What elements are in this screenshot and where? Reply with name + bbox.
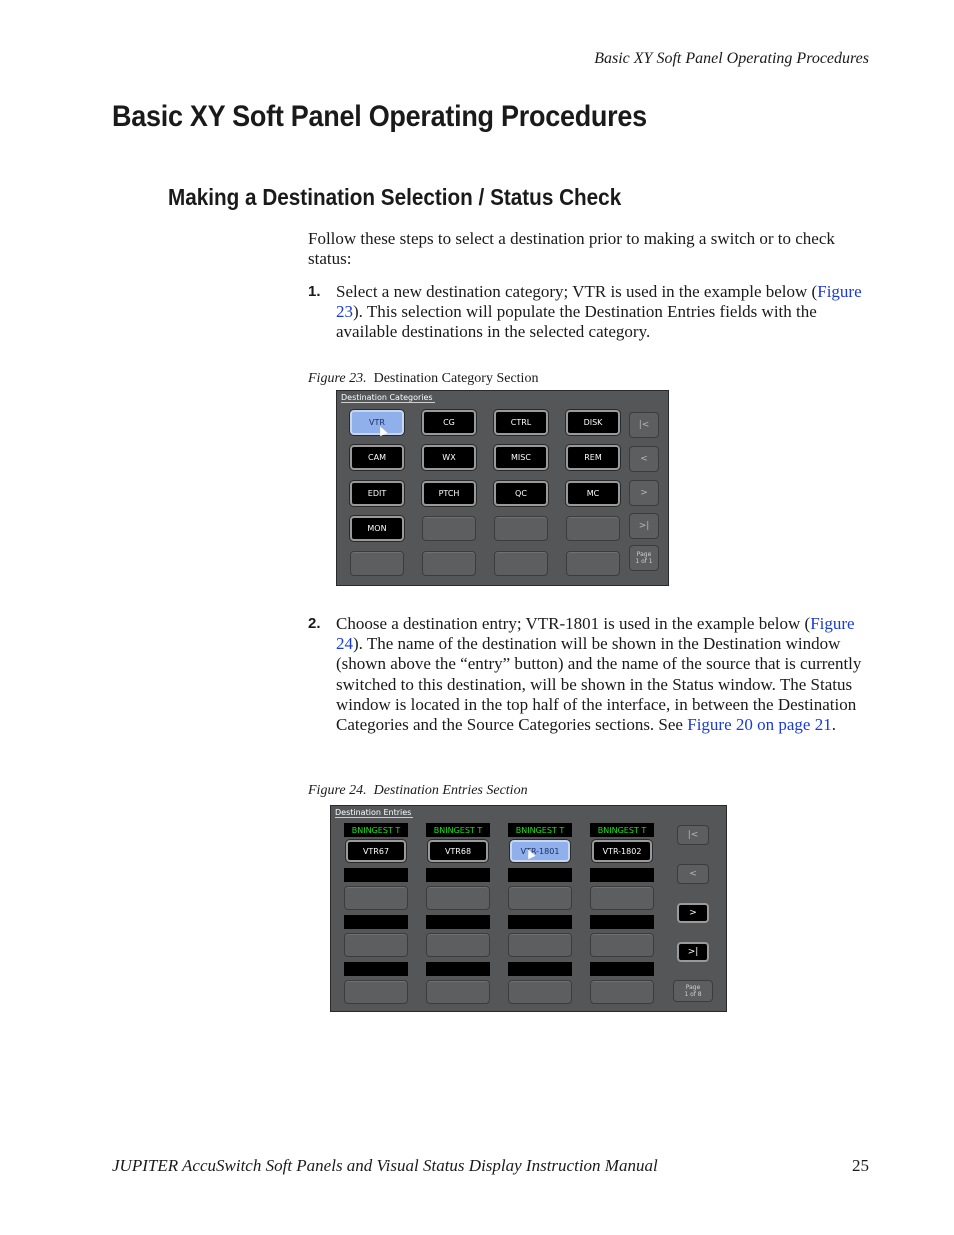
figure-title: Destination Entries Section xyxy=(373,783,528,798)
empty-status-window xyxy=(426,868,490,882)
last-page-button[interactable]: >| xyxy=(677,942,709,962)
empty-status-window xyxy=(426,962,490,976)
step-text-part: . xyxy=(831,715,836,735)
destination-categories-panel xyxy=(336,390,669,586)
page-number: 25 xyxy=(852,1156,869,1175)
empty-status-window xyxy=(344,915,408,929)
category-button[interactable]: PTCH xyxy=(422,481,476,506)
prev-page-button[interactable]: < xyxy=(629,446,659,472)
empty-category-button[interactable] xyxy=(566,551,620,576)
prev-page-button[interactable]: < xyxy=(677,864,709,884)
category-button[interactable]: CAM xyxy=(350,445,404,470)
empty-entry-button[interactable] xyxy=(590,886,654,910)
empty-entry-button[interactable] xyxy=(426,886,490,910)
empty-entry-button[interactable] xyxy=(508,933,572,957)
figure-23-caption xyxy=(308,371,538,387)
empty-entry-button[interactable] xyxy=(590,980,654,1004)
step-number: 1. xyxy=(308,283,321,300)
figure-label: Figure 24. xyxy=(308,783,367,798)
panel-title: Destination Categories xyxy=(341,393,433,402)
destination-status-window: BNINGEST T xyxy=(426,823,490,837)
empty-category-button[interactable] xyxy=(566,516,620,541)
step-text xyxy=(336,614,870,735)
step-text-part: Choose a destination entry; VTR-1801 is used in the example below ( xyxy=(336,614,811,633)
empty-entry-button[interactable] xyxy=(344,980,408,1004)
page-count: 1 of 8 xyxy=(684,991,702,998)
destination-entry-button[interactable]: VTR-1801 xyxy=(510,840,570,862)
empty-status-window xyxy=(344,868,408,882)
figure-label: Figure 23. xyxy=(308,371,367,386)
page-indicator xyxy=(673,980,713,1002)
figure-24-caption xyxy=(308,783,528,799)
section-title: Making a Destination Selection / Status Check xyxy=(168,184,622,210)
empty-status-window xyxy=(590,962,654,976)
page-count: 1 of 1 xyxy=(635,558,653,565)
category-button[interactable]: MC xyxy=(566,481,620,506)
empty-status-window xyxy=(590,915,654,929)
figure-24-link[interactable]: Figure 24 xyxy=(336,614,855,654)
category-button[interactable]: REM xyxy=(566,445,620,470)
step-number: 2. xyxy=(308,615,321,632)
destination-entries-panel xyxy=(330,805,727,1012)
page-label: Page xyxy=(685,984,701,991)
step-text-part: ). The name of the destination will be shown in the Destination window (shown above the “entry” button) and the name of the source that is currently switched to this destination, will be shown in the Status window. The Status window is located in the top half of the interface, in between the Destination Categories and the Source Categories sections. See xyxy=(336,634,862,735)
intro-paragraph: Follow these steps to select a destination prior to making a switch or to check status: xyxy=(308,229,835,269)
next-page-button[interactable]: > xyxy=(629,480,659,506)
empty-category-button[interactable] xyxy=(422,551,476,576)
first-page-button[interactable]: |< xyxy=(677,825,709,845)
empty-category-button[interactable] xyxy=(494,516,548,541)
figure-23-link[interactable]: Figure 23 xyxy=(336,282,862,322)
step-text-part: Select a new destination category; VTR is used in the example below ( xyxy=(336,282,818,301)
next-page-button[interactable]: > xyxy=(677,903,709,923)
category-button[interactable]: WX xyxy=(422,445,476,470)
empty-entry-button[interactable] xyxy=(344,886,408,910)
page-indicator xyxy=(629,545,659,571)
empty-status-window xyxy=(590,868,654,882)
empty-entry-button[interactable] xyxy=(508,980,572,1004)
empty-status-window xyxy=(344,962,408,976)
category-button[interactable]: MISC xyxy=(494,445,548,470)
destination-status-window: BNINGEST T xyxy=(508,823,572,837)
figure-title: Destination Category Section xyxy=(373,371,539,386)
step-1 xyxy=(308,282,870,343)
empty-entry-button[interactable] xyxy=(426,980,490,1004)
empty-category-button[interactable] xyxy=(350,551,404,576)
destination-status-window: BNINGEST T xyxy=(590,823,654,837)
running-head: Basic XY Soft Panel Operating Procedures xyxy=(594,50,869,67)
step-2 xyxy=(308,614,870,735)
empty-entry-button[interactable] xyxy=(426,933,490,957)
figure-20-link[interactable]: Figure 20 on page 21 xyxy=(687,715,832,735)
destination-status-window: BNINGEST T xyxy=(344,823,408,837)
category-button[interactable]: CTRL xyxy=(494,410,548,435)
category-button[interactable]: MON xyxy=(350,516,404,541)
destination-entry-button[interactable]: VTR68 xyxy=(428,840,488,862)
empty-status-window xyxy=(508,962,572,976)
empty-status-window xyxy=(426,915,490,929)
destination-entry-button[interactable]: VTR-1802 xyxy=(592,840,652,862)
destination-entry-button[interactable]: VTR67 xyxy=(346,840,406,862)
empty-status-window xyxy=(508,915,572,929)
empty-category-button[interactable] xyxy=(422,516,476,541)
empty-entry-button[interactable] xyxy=(508,886,572,910)
panel-title: Destination Entries xyxy=(335,808,412,817)
category-button[interactable]: VTR xyxy=(350,410,404,435)
first-page-button[interactable]: |< xyxy=(629,412,659,438)
step-text-part: ). This selection will populate the Destination Entries fields with the available destinations in the selected category. xyxy=(336,302,817,342)
empty-category-button[interactable] xyxy=(494,551,548,576)
empty-entry-button[interactable] xyxy=(590,933,654,957)
category-button[interactable]: EDIT xyxy=(350,481,404,506)
category-button[interactable]: DISK xyxy=(566,410,620,435)
page-label: Page xyxy=(636,551,652,558)
category-button[interactable]: QC xyxy=(494,481,548,506)
category-button[interactable]: CG xyxy=(422,410,476,435)
empty-entry-button[interactable] xyxy=(344,933,408,957)
step-text xyxy=(336,282,870,343)
empty-status-window xyxy=(508,868,572,882)
footer-manual-title: JUPITER AccuSwitch Soft Panels and Visual Status Display Instruction Manual xyxy=(112,1156,658,1175)
page-title: Basic XY Soft Panel Operating Procedures xyxy=(112,100,647,133)
last-page-button[interactable]: >| xyxy=(629,513,659,539)
